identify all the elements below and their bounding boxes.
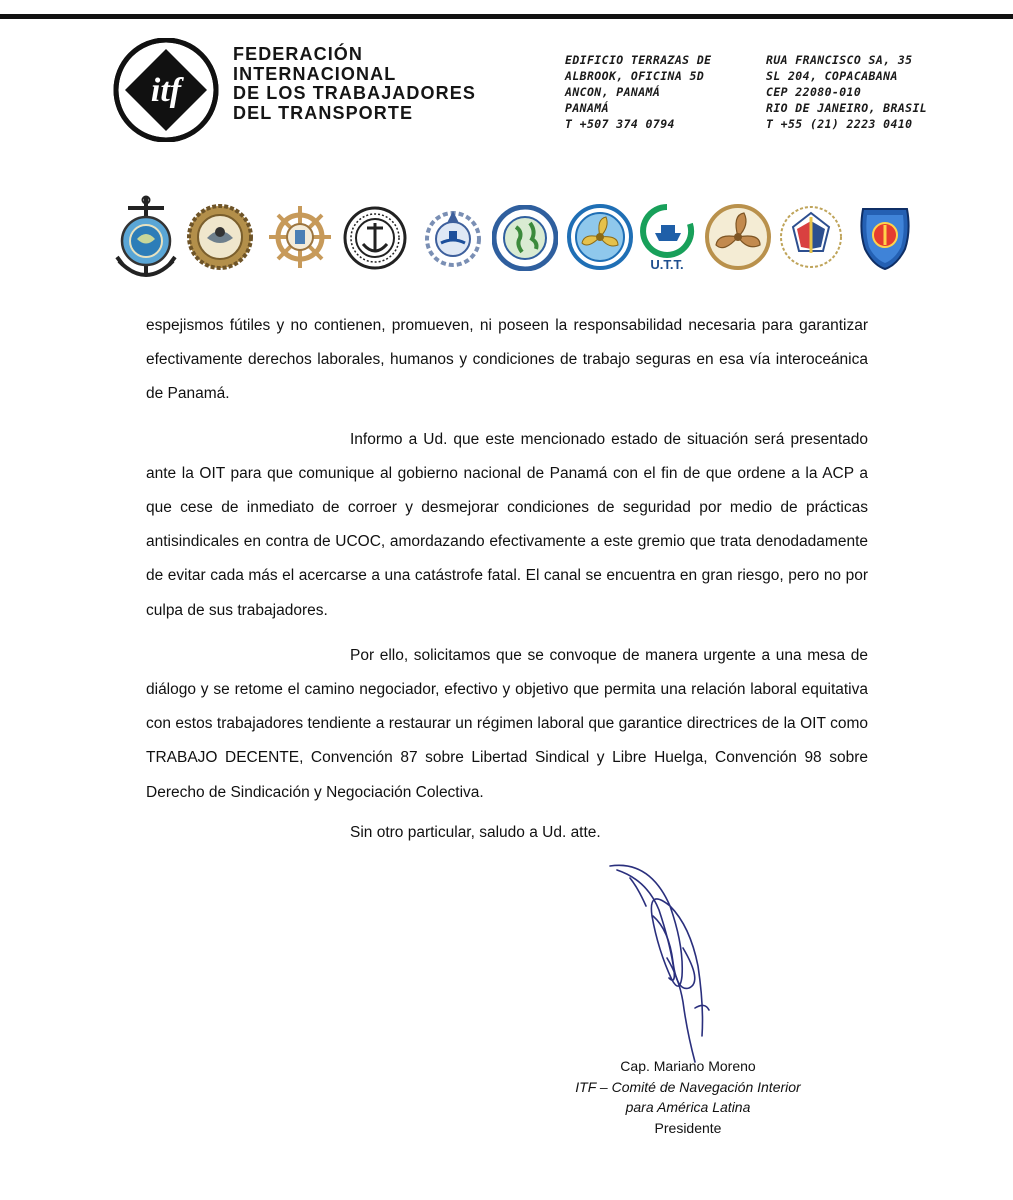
org-name-line: FEDERACIÓN: [233, 44, 364, 64]
signature-block: [560, 1056, 816, 1138]
address-panama: [565, 52, 711, 132]
signer-role: para América Latina: [625, 1099, 751, 1115]
org-name-line: INTERNACIONAL: [233, 63, 397, 84]
organization-name: [233, 45, 476, 123]
letter-closing: Sin otro particular, saludo a Ud. atte.: [350, 824, 601, 841]
org-name-line: DE LOS TRABAJADORES: [233, 83, 476, 103]
address-line: RIO DE JANEIRO, BRASIL: [766, 101, 928, 115]
signer-title: Presidente: [654, 1119, 722, 1136]
black-anchor-seal-icon: [343, 206, 407, 270]
address-phone: T +55 (21) 2223 0410: [766, 117, 913, 131]
ship-wheel-emblem-icon: [267, 204, 333, 270]
signer-role: ITF – Comité de Navegación Interior: [575, 1078, 801, 1095]
address-line: CEP 22080-010: [766, 85, 862, 99]
captains-union-emblem-icon: [779, 203, 843, 271]
address-line: EDIFICIO TERRAZAS DE: [565, 53, 712, 67]
utt-emblem-icon: [639, 203, 695, 273]
gold-seal-emblem-icon: [187, 204, 253, 270]
handwritten-signature: [595, 858, 735, 1063]
blue-shield-emblem-icon: [857, 205, 913, 271]
letter-paragraph: Informo a Ud. que este mencionado estado de situación será presentado ante la OIT para que comunique al gobierno nacional de Panamá con el fin de que ordene a la ACP a que cese de inmediato de corroer y desmejorar condiciones de seguridad por medio de prácticas antisindicales en contra de UCOC, amordazando efectivamente a este gremio que trata denodadamente de evitar cada más el acercarse a una catástrofe fatal. El canal se encuentra en gran riesgo, pero no por culpa de sus trabajadores.: [146, 430, 868, 619]
blue-propeller-emblem-icon: [567, 204, 633, 270]
letter-paragraph: Por ello, solicitamos que se convoque de manera urgente a una mesa de diálogo y se retome el camino negociador, efectivo y objetivo que permita una relación laboral equitativa con estos trabajadores tendiente a restaurar un régimen laboral que garantice directrices de la OIT como TRABAJO DECENTE, Convención 87 sobre Libertad Sindical y Libre Huelga, Convención 98 sobre Derecho de Sindicación y Negociación Colectiva.: [146, 646, 868, 801]
address-phone: T +507 374 0794: [565, 117, 675, 131]
anchor-emblem-icon: [115, 195, 177, 280]
address-line: PANAMÁ: [565, 101, 609, 115]
address-line: RUA FRANCISCO SA, 35: [766, 53, 913, 67]
itf-logo-text: itf: [150, 72, 182, 109]
address-brasil: [766, 52, 927, 132]
union-emblems-row: [115, 195, 920, 280]
address-line: SL 204, COPACABANA: [766, 69, 898, 83]
top-rule: [0, 14, 1013, 19]
letter-paragraph: espejismos fútiles y no contienen, promueven, ni poseen la responsabilidad necesaria para garantizar efectivamente derechos laborales, humanos y condiciones de trabajo seguras en esa vía interoceánica de Panamá.: [146, 317, 868, 403]
globe-seal-emblem-icon: [492, 205, 558, 271]
utt-label: U.T.T.: [650, 257, 684, 272]
bronze-propeller-emblem-icon: [705, 204, 771, 270]
signer-name: Cap. Mariano Moreno: [620, 1058, 756, 1074]
org-name-line: DEL TRANSPORTE: [233, 102, 414, 123]
address-line: ALBROOK, OFICINA 5D: [565, 69, 705, 83]
itf-logo: [112, 38, 220, 142]
blue-wheel-emblem-icon: [421, 201, 485, 271]
letter-body: [146, 309, 868, 810]
address-line: ANCON, PANAMÁ: [565, 85, 661, 99]
